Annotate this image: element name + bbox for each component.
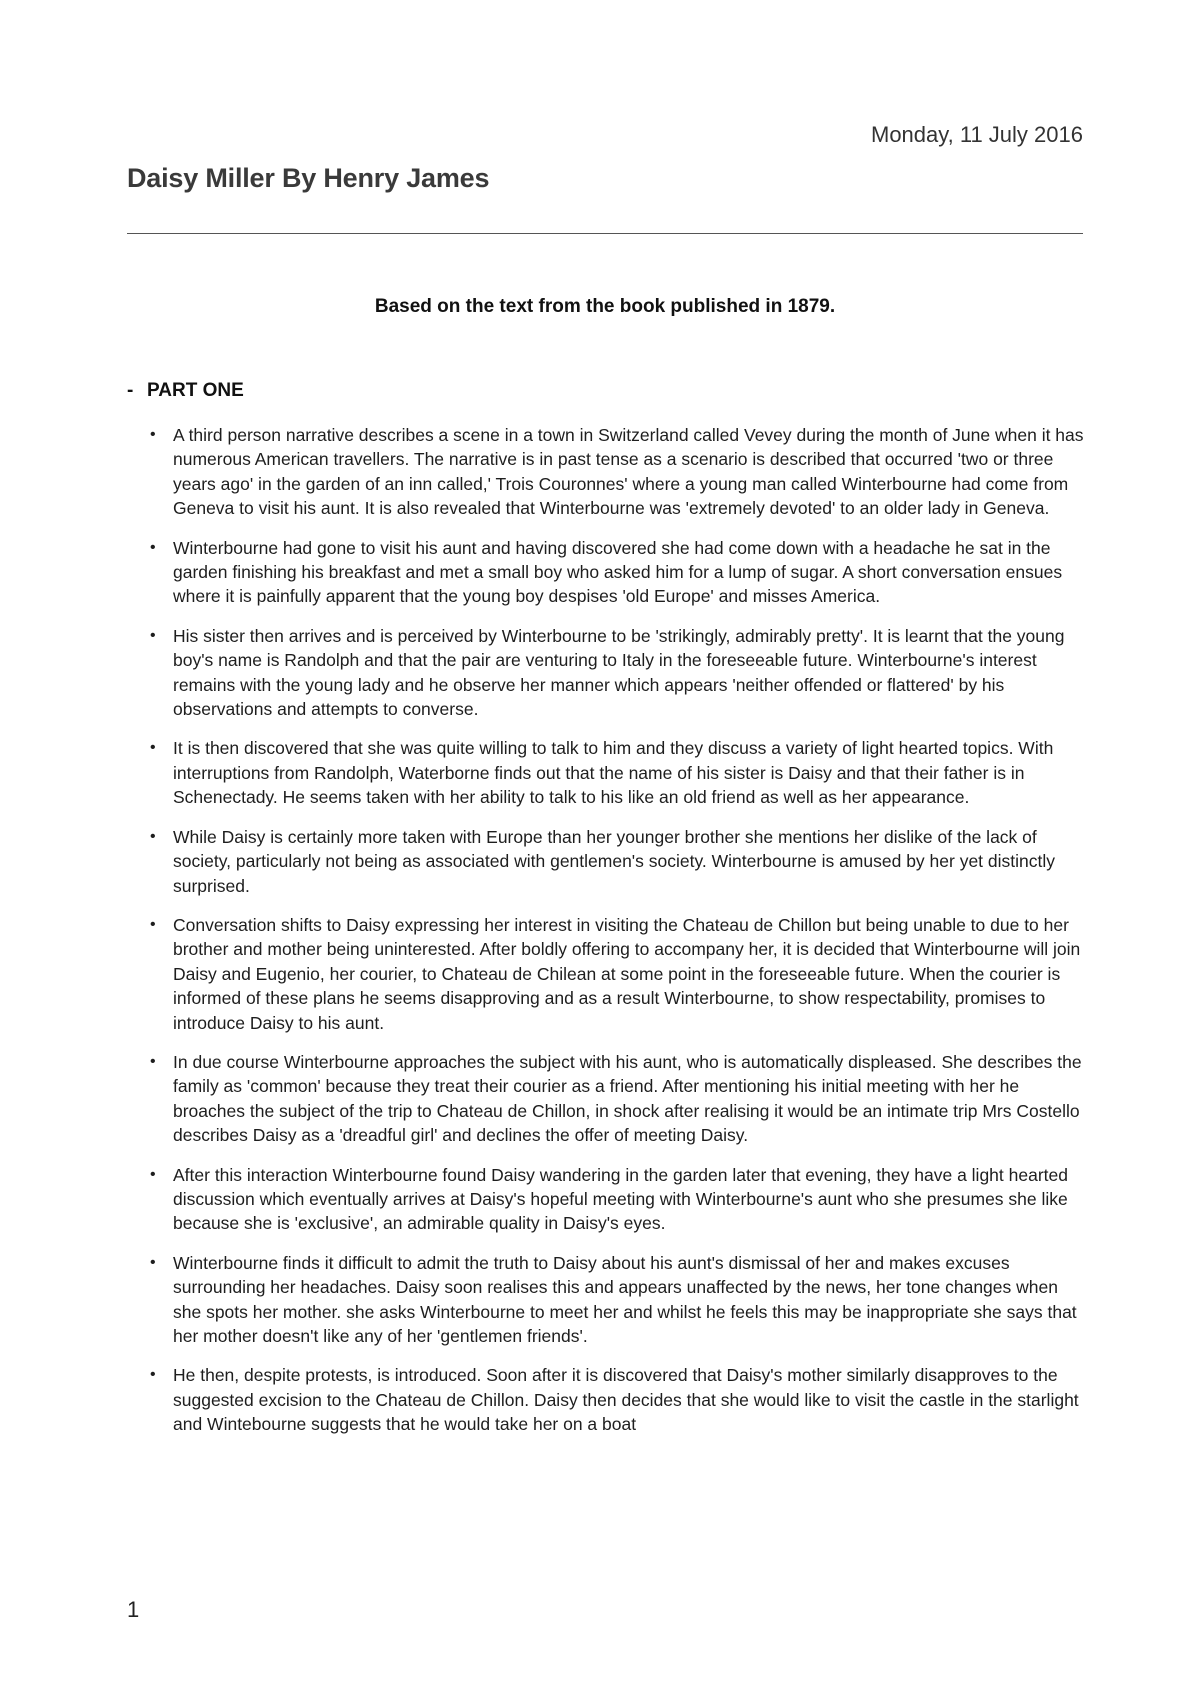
list-item: [150, 1251, 1085, 1349]
list-item-text: After this interaction Winterbourne found Daisy wandering in the garden later that evening, they have a light hearted discussion which eventually arrives at Daisy's hopeful meeting with Winterbourne's aunt who she presumes she like because she is 'exclusive', an admirable quality in Daisy's eyes.: [173, 1164, 1068, 1234]
bullet-icon: •: [150, 1165, 156, 1183]
list-item: [150, 1050, 1085, 1148]
list-item: [150, 624, 1085, 722]
title-divider: [127, 233, 1083, 234]
list-item-text: Winterbourne had gone to visit his aunt and having discovered she had come down with a headache he sat in the garden finishing his breakfast and met a small boy who asked him for a lump of sugar. A short conversation ensues where it is painfully apparent that the young boy despises 'old Europe' and misses America.: [173, 537, 1063, 607]
section-heading: [127, 380, 244, 402]
list-item-text: He then, despite protests, is introduced. Soon after it is discovered that Daisy's mother similarly disapproves to the suggested excision to the Chateau de Chillon. Daisy then decides that she would like to visit the castle in the starlight and Wintebourne suggests that he would take her on a boat: [173, 1365, 1079, 1435]
list-item-text: Winterbourne finds it difficult to admit the truth to Daisy about his aunt's dismissal of her and makes excuses surrounding her headaches. Daisy soon realises this and appears unaffected by the news, her tone changes when she spots her mother. she asks Winterbourne to meet her and whilst he feels this may be inappropriate she says that her mother doesn't like any of her 'gentlemen friends'.: [173, 1252, 1077, 1346]
document-date: Monday, 11 July 2016: [871, 122, 1083, 147]
list-item-text: Conversation shifts to Daisy expressing her interest in visiting the Chateau de Chillon but being unable to due to her brother and mother being uninterested. After boldly offering to accompany her, it is decided that Winterbourne will join Daisy and Eugenio, her courier, to Chateau de Chilean at some point in the foreseeable future. When the courier is informed of these plans he seems disapproving and as a result Winterbourne, to show respectability, promises to introduce Daisy to his aunt.: [173, 914, 1081, 1033]
list-item: [150, 423, 1085, 521]
bullet-icon: •: [150, 739, 156, 757]
bullet-icon: •: [150, 1253, 156, 1271]
bullet-icon: •: [150, 1366, 156, 1384]
section-heading-label: PART ONE: [147, 380, 244, 401]
list-item-text: While Daisy is certainly more taken with Europe than her younger brother she mentions her dislike of the lack of society, particularly not being as associated with gentlemen's society. Winterbourne is amused by her yet distinctly surprised.: [173, 826, 1055, 896]
list-item: [150, 736, 1085, 809]
bullet-icon: •: [150, 426, 156, 443]
list-item-text: It is then discovered that she was quite willing to talk to him and they discuss a variety of light hearted topics. With interruptions from Randolph, Waterborne finds out that the name of his sister is Daisy and that their father is in Schenectady. He seems taken with her ability to talk to his like an old friend as well as her appearance.: [173, 738, 1054, 808]
bullet-icon: •: [150, 827, 156, 845]
list-item: [150, 1363, 1085, 1436]
bullet-icon: •: [150, 1052, 156, 1070]
bullet-icon: •: [150, 626, 156, 644]
list-item: [150, 825, 1085, 898]
page-number: 1: [127, 1597, 140, 1622]
bullet-icon: •: [150, 915, 156, 933]
list-item-text: In due course Winterbourne approaches the subject with his aunt, who is automatically displeased. She describes the family as 'common' because they treat their courier as a friend. After mentioning his initial meeting with her he broaches the subject of the trip to Chateau de Chillon, in shock after realising it would be an intimate trip Mrs Costello describes Daisy as a 'dreadful girl' and declines the offer of meeting Daisy.: [173, 1051, 1082, 1146]
list-item-text: A third person narrative describes a scene in a town in Switzerland called Vevey during the month of June when it has numerous American travellers. The narrative is in past tense as a scenario is described that occurred 'two or three years ago' in the garden of an inn called,' Trois Couronnes' where a young man called Winterbourne had come from Geneva to visit his aunt. It is also revealed that Winterbourne was 'extremely devoted' to an older lady in Geneva.: [173, 425, 1084, 519]
bullet-icon: •: [150, 538, 156, 556]
list-item: [150, 1163, 1085, 1236]
list-item-text: His sister then arrives and is perceived by Winterbourne to be 'strikingly, admirably pretty'. It is learnt that the young boy's name is Randolph and that the pair are venturing to Italy in the foreseeable future. Winterbourne's interest remains with the young lady and he observe her manner which appears 'neither offended or flattered' by his observations and attempts to converse.: [173, 625, 1065, 720]
summary-bullet-list: [150, 423, 1085, 1452]
list-item: [150, 536, 1085, 609]
document-title: Daisy Miller By Henry James: [127, 163, 490, 193]
list-item: [150, 913, 1085, 1035]
section-dash: -: [127, 380, 134, 401]
document-subtitle: Based on the text from the book published in 1879.: [374, 296, 836, 317]
